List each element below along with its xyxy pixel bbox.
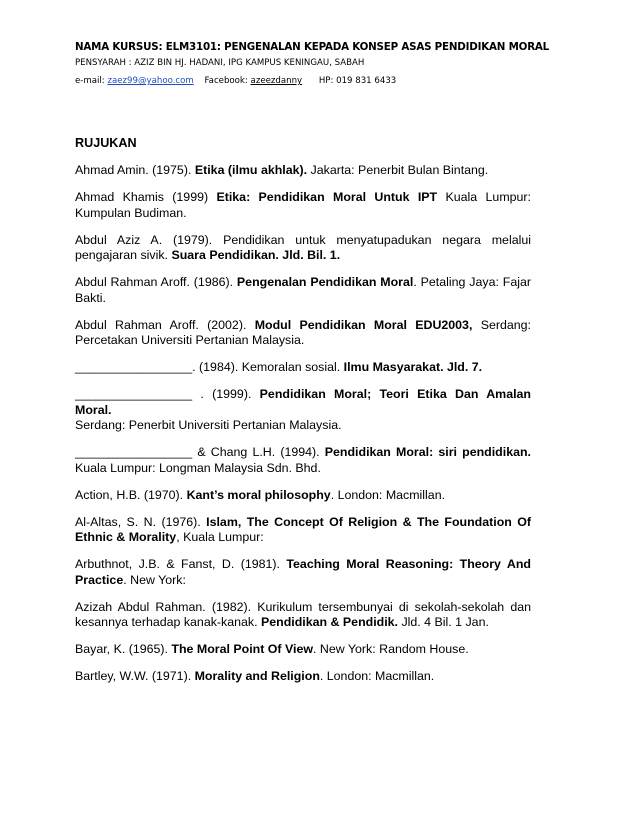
reference-item: Ahmad Amin. (1975). Etika (ilmu akhlak). Jakarta: Penerbit Bulan Bintang. — [75, 163, 489, 177]
reference-item: Azizah Abdul Rahman. (1982). Kurikulum tersembunyai di sekolah-sekolah dan kesannya terhadap kanak-kanak. Pendidikan & Pendidik. Jld. 4 Bil. 1 Jan. — [75, 599, 531, 629]
reference-item: _________________ . (1999). Pendidikan Moral; Teori Etika Dan Amalan Moral. Serdang: Penerbit Universiti Pertanian Malaysia. — [75, 387, 531, 432]
lecturer-line: PENSYARAH : AZIZ BIN HJ. HADANI, IPG KAMPUS KENINGAU, SABAH — [75, 58, 365, 68]
page-header — [75, 40, 595, 88]
reference-item: _________________. (1984). Kemoralan sosial. Ilmu Masyarakat. Jld. 7. — [75, 360, 483, 374]
facebook-label: Facebook: — [204, 76, 248, 86]
reference-item: Bayar, K. (1965). The Moral Point Of View. New York: Random House. — [75, 642, 469, 656]
phone-number: HP: 019 831 6433 — [318, 76, 397, 86]
references-section — [75, 136, 531, 696]
section-heading: RUJUKAN — [75, 136, 137, 150]
reference-item: Arbuthnot, J.B. & Fanst, D. (1981). Teaching Moral Reasoning: Theory And Practice. New York: — [75, 557, 531, 587]
course-title: NAMA KURSUS: ELM3101: PENGENALAN KEPADA KONSEP ASAS PENDIDIKAN MORAL — [75, 41, 550, 53]
reference-item: Al-Altas, S. N. (1976). Islam, The Concept Of Religion & The Foundation Of Ethnic & Morality, Kuala Lumpur: — [75, 514, 532, 544]
facebook-username: azeezdanny — [250, 76, 303, 86]
reference-item: _________________ & Chang L.H. (1994). Pendidikan Moral: siri pendidikan. Kuala Lumpur: Longman Malaysia Sdn. Bhd. — [75, 445, 531, 475]
email-label: e-mail: — [75, 76, 105, 86]
reference-item: Ahmad Khamis (1999) Etika: Pendidikan Moral Untuk IPT Kuala Lumpur: Kumpulan Budiman. — [75, 190, 531, 220]
contact-line — [75, 75, 595, 88]
reference-item: Bartley, W.W. (1971). Morality and Religion. London: Macmillan. — [75, 669, 435, 683]
email-link[interactable]: zaez99@yahoo.com — [107, 76, 194, 86]
reference-item: Abdul Aziz A. (1979). Pendidikan untuk menyatupadukan negara melalui pengajaran sivik. Suara Pendidikan. Jld. Bil. 1. — [75, 232, 531, 262]
reference-item: Action, H.B. (1970). Kant’s moral philosophy. London: Macmillan. — [75, 487, 446, 502]
reference-item: Abdul Rahman Aroff. (2002). Modul Pendidikan Moral EDU2003, Serdang: Percetakan Universiti Pertanian Malaysia. — [75, 317, 531, 347]
reference-item: Abdul Rahman Aroff. (1986). Pengenalan Pendidikan Moral. Petaling Jaya: Fajar Bakti. — [75, 275, 531, 305]
